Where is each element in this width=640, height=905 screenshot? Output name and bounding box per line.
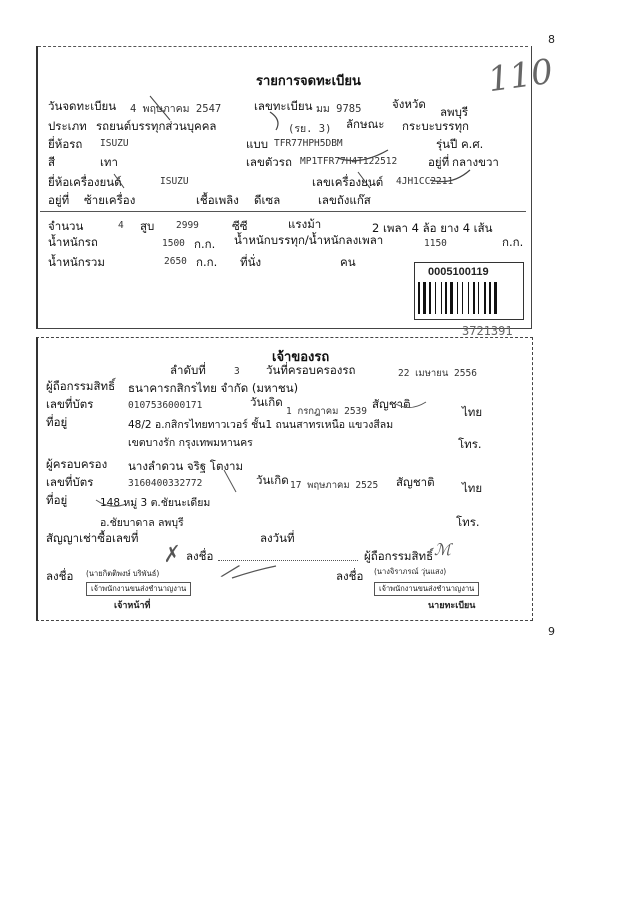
holder-value: นางลำดวน จริฐ โตงาม: [128, 459, 244, 473]
nat2-label: สัญชาติ: [396, 475, 435, 489]
style-label: ลักษณะ: [346, 117, 385, 131]
brand-value: ISUZU: [100, 138, 129, 149]
addr1-line2: เขตบางรัก กรุงเทพมหานคร: [128, 437, 253, 449]
cc-unit: ซีซี: [232, 219, 248, 233]
possession-label: วันที่ครอบครองรถ: [266, 363, 356, 377]
location-label: อยู่ที่: [428, 155, 450, 169]
reg-date-label: วันจดทะเบียน: [48, 99, 117, 113]
nat1-value: ไทย: [462, 405, 483, 419]
left-sign-label: ลงชื่อ: [46, 569, 74, 583]
stray-number: 3721391: [462, 324, 513, 338]
page-number-top: 8: [548, 33, 555, 46]
owner-label: ผู้ถือกรรมสิทธิ์: [46, 379, 116, 393]
location-value: กลางขวา: [452, 155, 499, 169]
weight-value: 1500: [162, 238, 185, 249]
left-check-mark: ⁄: [223, 560, 236, 585]
fuel-label: เชื้อเพลิง: [196, 193, 239, 207]
registration-title: รายการจดทะเบียน: [256, 74, 361, 89]
weight-label: น้ำหนักรถ: [48, 235, 98, 249]
seq-value: 3: [234, 366, 240, 377]
id2-label: เลขที่บัตร: [46, 475, 94, 489]
gas-tank-label: เลขถังแก๊ส: [318, 193, 371, 207]
model-label: แบบ: [246, 137, 269, 151]
addr2-line2: อ.ชัยบาดาล ลพบุรี: [100, 517, 184, 529]
type-label: ประเภท: [48, 119, 87, 133]
birth1-value: 1 กรกฎาคม 2539: [286, 406, 367, 417]
id1-label: เลขที่บัตร: [46, 397, 94, 411]
engine-brand-value: ISUZU: [160, 176, 189, 187]
addr2-line1: 148 หมู่ 3 ต.ชัยนะเดียม: [100, 497, 211, 509]
chassis-value: MP1TFR77H4T122512: [300, 156, 398, 167]
axle-text: 2 เพลา 4 ล้อ ยาง 4 เส้น: [372, 221, 493, 235]
brand-label: ยี่ห้อรถ: [48, 137, 83, 151]
tel2-label: โทร.: [456, 515, 480, 529]
owner-sign-label: ลงชื่อ: [186, 549, 214, 563]
left-sign-name: (นายกิตติพงษ์ บริพันธ์): [86, 569, 160, 578]
type-value: รถยนต์บรรทุกส่วนบุคคล: [96, 119, 217, 133]
province-label: จังหวัด: [392, 97, 426, 111]
owner-title: เจ้าของรถ: [272, 350, 330, 365]
right-sign-pos: เจ้าพนักงานขนส่งชำนาญงาน: [374, 582, 479, 596]
chassis-label: เลขตัวรถ: [246, 155, 292, 169]
addr1-line1: 48/2 อ.กสิกรไทยทาวเวอร์ ชั้น1 ถนนสาทรเหนือ แขวงสีลม: [128, 419, 394, 431]
left-sign-title: เจ้าหน้าที่: [114, 601, 151, 611]
right-sign-label: ลงชื่อ: [336, 569, 364, 583]
handwritten-mark: 110: [485, 51, 556, 101]
cyl-label: จำนวน: [48, 219, 84, 233]
engine-loc-label: อยู่ที่: [48, 193, 70, 207]
barcode-number: 0005100119: [428, 266, 489, 278]
engine-no-value: 4JH1CC2211: [396, 176, 454, 187]
birth2-value: 17 พฤษภาคม 2525: [290, 480, 379, 491]
nat1-label: สัญชาติ: [372, 397, 411, 411]
color-label: สี: [48, 155, 56, 169]
nat2-value: ไทย: [462, 481, 483, 495]
addr2-label: ที่อยู่: [46, 493, 68, 507]
owner-signature: ✗: [159, 540, 182, 568]
reg-date-value: 4 พฤษภาคม 2547: [130, 103, 222, 115]
engine-loc-value: ซ้ายเครื่อง: [84, 193, 136, 207]
engine-no-label: เลขเครื่องยนต์: [312, 175, 384, 189]
holder-signature: ℳ: [434, 540, 452, 559]
contract-label: สัญญาเช่าซื้อเลขที่: [46, 531, 139, 545]
style-value: กระบะบรรทุก: [402, 119, 469, 133]
hp-label: แรงม้า: [288, 217, 322, 231]
fuel-value: ดีเซล: [254, 193, 281, 207]
contract-date-label: ลงวันที่: [260, 531, 295, 545]
birth1-label: วันเกิด: [250, 395, 283, 409]
province-value: ลพบุรี: [440, 105, 469, 119]
reg-no-value: มม 9785: [316, 103, 362, 115]
load-label: น้ำหนักบรรทุก/น้ำหนักลงเพลา: [234, 233, 384, 247]
right-sign-title: นายทะเบียน: [428, 601, 476, 611]
holder-label: ผู้ครอบครอง: [46, 457, 108, 471]
color-value: เทา: [100, 155, 118, 169]
engine-brand-label: ยี่ห้อเครื่องยนต์: [48, 175, 122, 189]
gross-label: น้ำหนักรวม: [48, 255, 105, 269]
owner-sign-caption: ผู้ถือกรรมสิทธิ์: [364, 549, 434, 563]
id2-value: 3160400332772: [128, 478, 203, 489]
gross-value: 2650: [164, 256, 187, 267]
reg-no-label: เลขทะเบียน: [254, 99, 313, 113]
load-value: 1150: [424, 238, 447, 249]
id1-value: 0107536000171: [128, 400, 203, 411]
seats-label: ที่นั่ง: [240, 255, 262, 269]
birth2-label: วันเกิด: [256, 473, 289, 487]
cyl-value: 4: [118, 220, 124, 231]
cc-value: 2999: [176, 220, 199, 231]
addr1-label: ที่อยู่: [46, 415, 68, 429]
cyl-unit: สูบ: [140, 219, 155, 233]
owner-value: ธนาคารกสิกรไทย จำกัด (มหาชน): [128, 381, 299, 395]
model-value: TFR77HPH5DBM: [274, 138, 343, 149]
gross-unit: ก.ก.: [196, 255, 218, 269]
tel1-label: โทร.: [458, 437, 482, 451]
page-number-bottom: 9: [548, 625, 555, 638]
load-unit: ก.ก.: [502, 235, 524, 249]
weight-unit: ก.ก.: [194, 237, 216, 251]
right-sign-name: (นางจิราภรณ์ วุ่นแสง): [374, 567, 447, 576]
possession-value: 22 เมษายน 2556: [398, 368, 477, 379]
seq-label: ลำดับที่: [170, 363, 206, 377]
left-sign-pos: เจ้าพนักงานขนส่งชำนาญงาน: [86, 582, 191, 596]
type-code: (รย. 3): [288, 123, 332, 135]
seats-unit: คน: [340, 255, 356, 269]
year-label: รุ่นปี ค.ศ.: [436, 137, 484, 151]
